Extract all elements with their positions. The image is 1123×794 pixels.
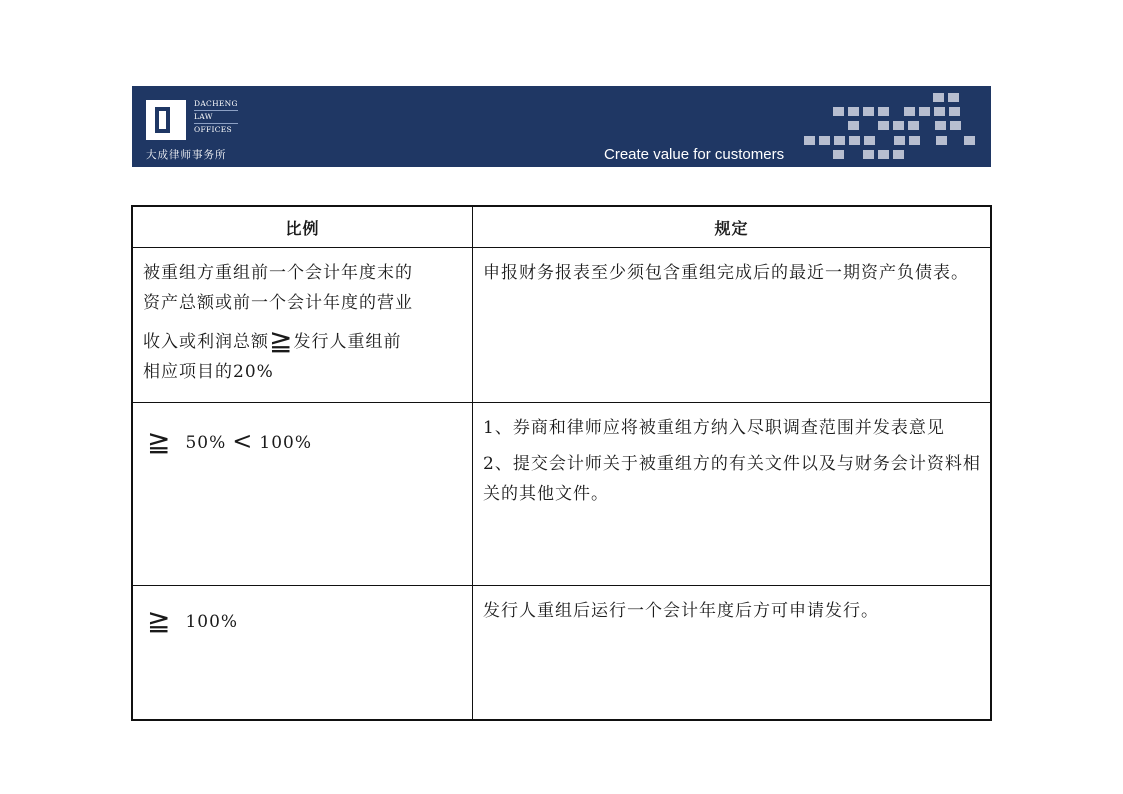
greater-equal-symbol: ≧ xyxy=(147,604,172,637)
logo-line-3: OFFICES xyxy=(194,125,232,134)
rule-cell xyxy=(473,586,992,721)
rule-text: 申报财务报表至少须包含重组完成后的最近一期资产负债表。 xyxy=(483,263,969,283)
ratio-cell xyxy=(132,403,473,586)
ratio-text-line: 发行人重组前 xyxy=(293,332,402,352)
header-ratio: 比例 xyxy=(132,206,473,248)
logo-chinese-name: 大成律师事务所 xyxy=(146,149,227,161)
ratio-text-line: 资产总额或前一个会计年度的营业 xyxy=(143,293,413,313)
logo-line-2: LAW xyxy=(194,111,238,124)
header-banner xyxy=(132,86,991,167)
greater-equal-symbol: ≧ xyxy=(269,324,294,357)
greater-equal-symbol: ≧ xyxy=(147,425,172,458)
ratio-cell xyxy=(132,586,473,721)
ratio-high-value: 100% xyxy=(259,433,312,453)
banner-slogan: Create value for customers xyxy=(604,146,785,163)
ratio-text-line: 被重组方重组前一个会计年度末的 xyxy=(143,263,413,283)
ratio-cell xyxy=(132,248,473,403)
logo-wordmark xyxy=(194,98,238,136)
table-row xyxy=(132,586,991,721)
rule-cell xyxy=(473,403,992,586)
rule-cell xyxy=(473,248,992,403)
header-rule: 规定 xyxy=(473,206,992,248)
rule-text: 发行人重组后运行一个会计年度后方可申请发行。 xyxy=(483,601,879,621)
less-than-symbol: < xyxy=(232,427,254,455)
logo-line-1: DACHENG xyxy=(194,98,238,111)
ratio-text-line: 相应项目的20% xyxy=(143,362,274,382)
restructuring-rules-table xyxy=(131,205,992,721)
rule-text: 1、券商和律师应将被重组方纳入尽职调查范围并发表意见 xyxy=(483,418,945,438)
ratio-low-value: 50% xyxy=(185,433,227,453)
table-row xyxy=(132,248,991,403)
ratio-text-line: 收入或利润总额 xyxy=(143,332,269,352)
table-header-row xyxy=(132,206,991,248)
ratio-value: 100% xyxy=(185,612,239,632)
rule-text: 2、提交会计师关于被重组方的有关文件以及与财务会计资料相关的其他文件。 xyxy=(483,454,981,504)
dacheng-logo-mark xyxy=(146,100,186,140)
table-row xyxy=(132,403,991,586)
